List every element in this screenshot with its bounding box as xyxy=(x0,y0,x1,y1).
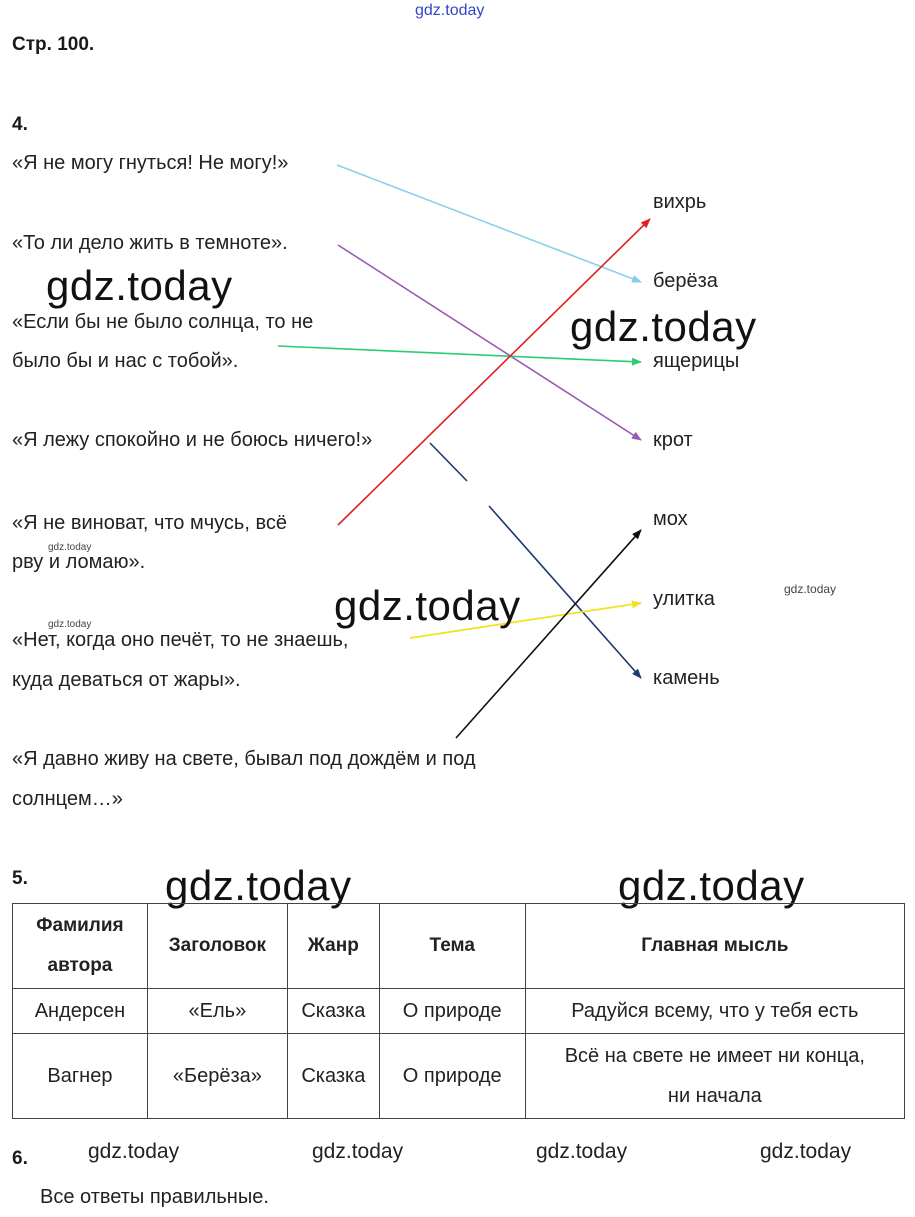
header-author-line-1: Фамилия xyxy=(36,915,124,936)
watermark-5: gdz.today xyxy=(618,862,805,909)
task5-number: 5. xyxy=(12,868,28,889)
quote-6-line-1: «Нет, когда оно печёт, то не знаешь, xyxy=(12,629,349,651)
literature-table xyxy=(12,903,905,1119)
header-author xyxy=(13,904,148,989)
quote-3-line-1: «Если бы не было солнца, то не xyxy=(12,311,314,333)
watermark-8: gdz.today xyxy=(536,1140,628,1163)
cell-title: «Берёза» xyxy=(147,1034,287,1119)
header-genre: Жанр xyxy=(287,904,379,989)
quote-4: «Я лежу спокойно и не боюсь ничего!» xyxy=(12,429,373,451)
watermark-3: gdz.today xyxy=(334,582,521,629)
quote-6-line-2: куда деваться от жары». xyxy=(12,669,241,691)
answer-vikhr: вихрь xyxy=(653,191,707,213)
quote-1: «Я не могу гнуться! Не могу!» xyxy=(12,152,289,174)
watermark-tiny-3: gdz.today xyxy=(784,582,837,596)
answer-krot: крот xyxy=(653,429,693,451)
cell-theme: О природе xyxy=(379,989,525,1034)
table-row xyxy=(13,989,905,1034)
arrow-quote1-bereza xyxy=(337,165,641,282)
quote-7-line-1: «Я давно живу на свете, бывал под дождём и под xyxy=(12,748,476,770)
cell-title: «Ель» xyxy=(147,989,287,1034)
watermark-2: gdz.today xyxy=(570,303,757,350)
quote-3-line-2: было бы и нас с тобой». xyxy=(12,350,239,372)
header-main-idea: Главная мысль xyxy=(525,904,904,989)
watermark-tiny-1: gdz.today xyxy=(48,542,92,553)
watermark-4: gdz.today xyxy=(165,862,352,909)
task4-number: 4. xyxy=(12,114,28,135)
watermark-7: gdz.today xyxy=(312,1140,404,1163)
arrow-quote7-mokh xyxy=(456,530,641,738)
cell-genre: Сказка xyxy=(287,1034,379,1119)
main-idea-line-2: ни начала xyxy=(667,1085,762,1107)
watermark-6: gdz.today xyxy=(88,1140,180,1163)
answer-ulitka: улитка xyxy=(653,588,715,610)
cell-theme: О природе xyxy=(379,1034,525,1119)
header-theme: Тема xyxy=(379,904,525,989)
quote-5-line-2: рву и ломаю». xyxy=(12,551,146,573)
cell-main-idea: Радуйся всему, что у тебя есть xyxy=(525,989,904,1034)
top-watermark: gdz.today xyxy=(415,2,485,19)
table-row xyxy=(13,1034,905,1119)
watermark-9: gdz.today xyxy=(760,1140,852,1163)
cell-author: Вагнер xyxy=(13,1034,148,1119)
cell-author: Андерсен xyxy=(13,989,148,1034)
task6-answer: Все ответы правильные. xyxy=(40,1186,269,1208)
cell-main-idea xyxy=(525,1034,904,1119)
answer-bereza: берёза xyxy=(653,270,718,292)
header-title: Заголовок xyxy=(147,904,287,989)
answer-kamen: камень xyxy=(653,667,720,689)
quote-2: «То ли дело жить в темноте». xyxy=(12,232,288,254)
quote-5-line-1: «Я не виноват, что мчусь, всё xyxy=(12,512,287,534)
table-header-row xyxy=(13,904,905,989)
header-author-line-2: автора xyxy=(47,955,113,976)
arrow-quote5-vikhr xyxy=(338,219,650,525)
quote-7-line-2: солнцем…» xyxy=(12,788,123,810)
main-idea-line-1: Всё на свете не имеет ни конца, xyxy=(564,1045,865,1067)
watermark-1: gdz.today xyxy=(46,262,233,309)
answer-yashcheritsy: ящерицы xyxy=(653,350,740,372)
arrow-quote4-kamen-a xyxy=(430,443,467,481)
page-label: Стр. 100. xyxy=(12,34,95,55)
task6-number: 6. xyxy=(12,1148,28,1169)
answer-mokh: мох xyxy=(653,508,688,530)
cell-genre: Сказка xyxy=(287,989,379,1034)
watermark-tiny-2: gdz.today xyxy=(48,619,92,630)
